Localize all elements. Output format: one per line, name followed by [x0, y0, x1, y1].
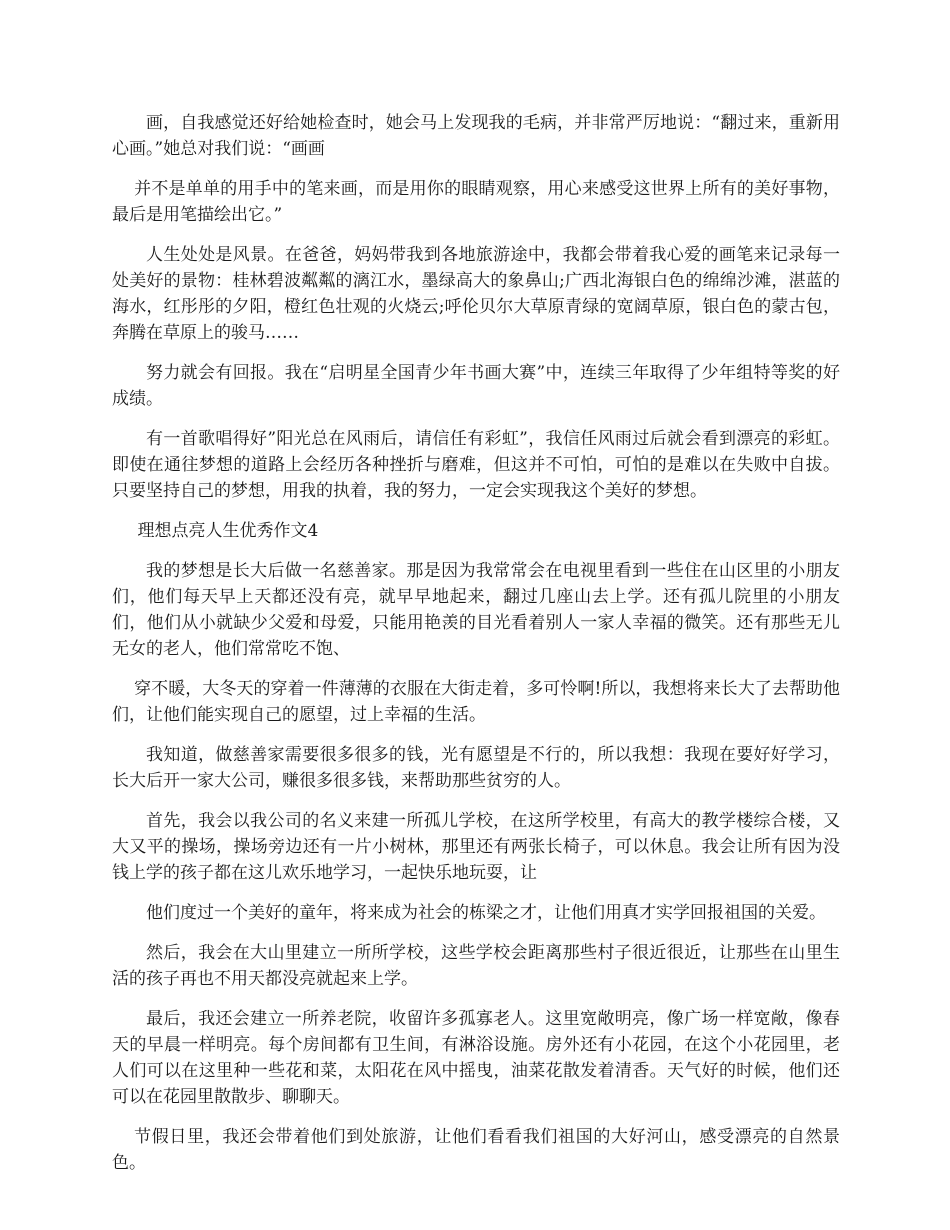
paragraph: 努力就会有回报。我在“启明星全国青少年书画大赛”中，连续三年取得了少年组特等奖的好成绩。 — [112, 363, 840, 409]
paragraph: 最后，我还会建立一所养老院，收留许多孤寡老人。这里宽敞明亮，像广场一样宽敞，像春天的早晨一样明亮。每个房间都有卫生间，有淋浴设施。房外还有小花园，在这个小花园里，老人们可以在这里种一些花和菜，太阳花在风中摇曳，油菜花散发着清香。天气好的时候，他们还可以在花园里散散步、聊聊天。 — [112, 1009, 840, 1107]
section-title: 理想点亮人生优秀作文4 — [137, 521, 319, 541]
paragraph: 人生处处是风景。在爸爸，妈妈带我到各地旅游途中，我都会带着我心爱的画笔来记录每一处美好的景物：桂林碧波粼粼的漓江水，墨绿高大的象鼻山;广西北海银白色的绵绵沙滩，湛蓝的海水，红彤彤的夕阳，橙红色壮观的火烧云;呼伦贝尔大草原青绿的宽阔草原，银白色的蒙古包，奔腾在草原上的骏马…… — [112, 245, 840, 343]
paragraph: 我知道，做慈善家需要很多很多的钱，光有愿望是不行的，所以我想：我现在要好好学习，长大后开一家大公司，赚很多很多钱，来帮助那些贫穷的人。 — [112, 745, 840, 791]
paragraph: 他们度过一个美好的童年，将来成为社会的栋梁之才，让他们用真才实学回报祖国的关爱。 — [146, 903, 826, 923]
paragraph: 有一首歌唱得好”阳光总在风雨后，请信任有彩虹”，我信任风雨过后就会看到漂亮的彩虹。即使在通往梦想的道路上会经历各种挫折与磨难，但这并不可怕，可怕的是难以在失败中自拔。只要坚持自己的梦想，用我的执着，我的努力，一定会实现我这个美好的梦想。 — [112, 429, 840, 501]
paragraph: 首先，我会以我公司的名义来建一所孤儿学校，在这所学校里，有高大的教学楼综合楼，又大又平的操场，操场旁边还有一片小树林，那里还有两张长椅子，可以休息。我会让所有因为没钱上学的孩子都在这儿欢乐地学习，一起快乐地玩耍，让 — [112, 811, 840, 883]
paragraph: 画，自我感觉还好给她检查时，她会马上发现我的毛病，并非常严厉地说：“翻过来，重新用心画。”她总对我们说：“画画 — [112, 113, 840, 159]
paragraph: 我的梦想是长大后做一名慈善家。那是因为我常常会在电视里看到一些住在山区里的小朋友们，他们每天早上天都还没有亮，就早早地起来，翻过几座山去上学。还有孤儿院里的小朋友们，他们从小就缺少父爱和母爱，只能用艳羡的目光看着别人一家人幸福的微笑。还有那些无儿无女的老人，他们常常吃不饱、 — [112, 561, 840, 659]
paragraph: 并不是单单的用手中的笔来画，而是用你的眼睛观察，用心来感受这世界上所有的美好事物，最后是用笔描绘出它。” — [112, 179, 840, 225]
document-body — [112, 110, 840, 1190]
paragraph: 然后，我会在大山里建立一所所学校，这些学校会距离那些村子很近很近，让那些在山里生活的孩子再也不用天都没亮就起来上学。 — [112, 943, 840, 989]
paragraph: 节假日里，我还会带着他们到处旅游，让他们看看我们祖国的大好河山，感受漂亮的自然景色。 — [112, 1127, 840, 1173]
paragraph: 穿不暖，大冬天的穿着一件薄薄的衣服在大街走着，多可怜啊!所以，我想将来长大了去帮助他们，让他们能实现自己的愿望，过上幸福的生活。 — [112, 679, 840, 725]
